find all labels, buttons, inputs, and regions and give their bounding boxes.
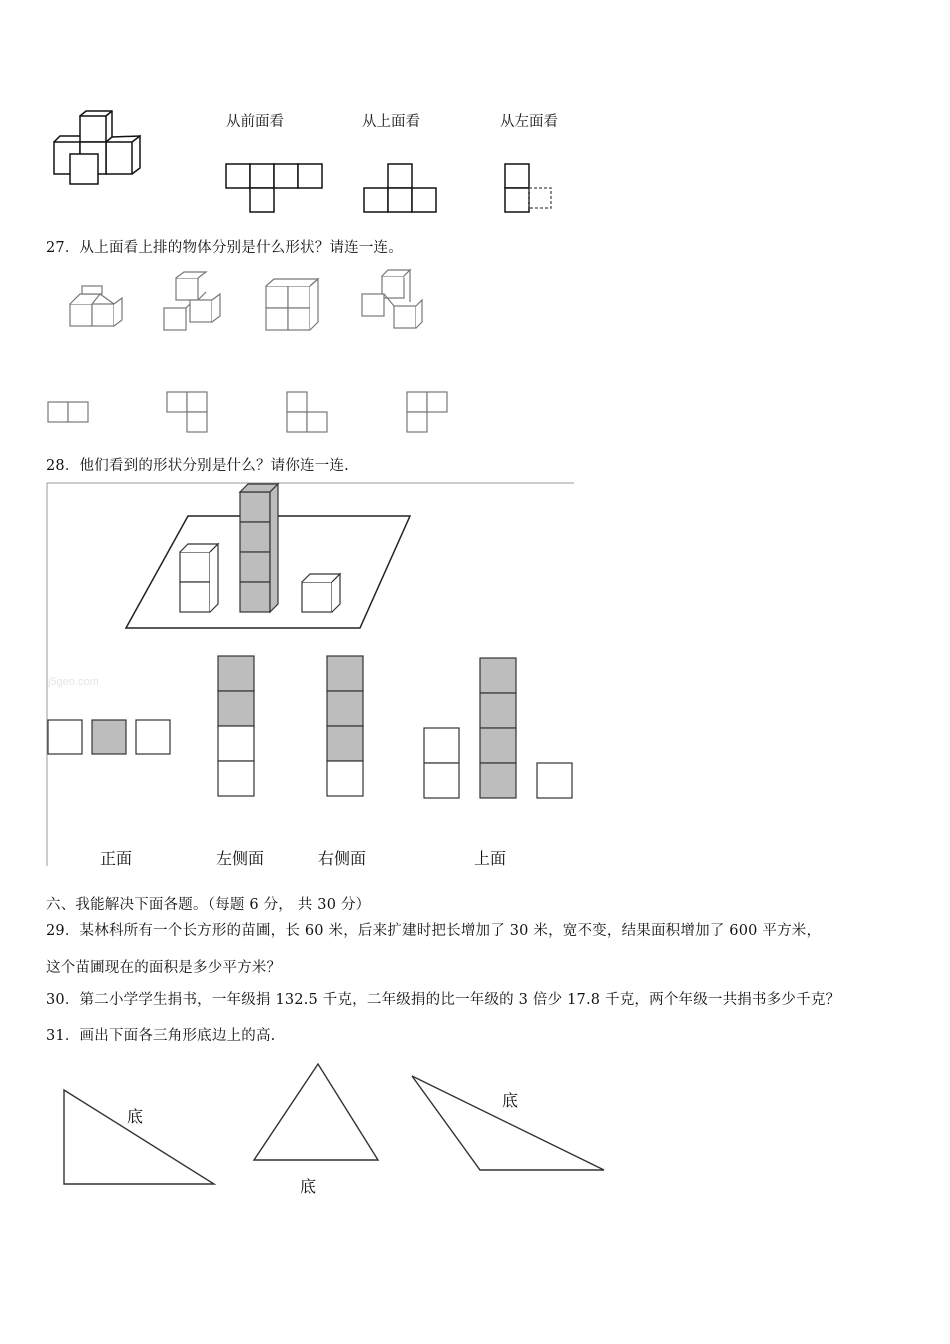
section6-title: 六、我能解决下面各题。（每题 6 分， 共 30 分） bbox=[46, 897, 371, 913]
q28-scene bbox=[120, 482, 420, 632]
triangle-1-base-label: 底 bbox=[127, 1107, 144, 1126]
q28-label-right: 右侧面 bbox=[318, 849, 367, 868]
view-left-shape bbox=[503, 162, 555, 214]
q28-view-top bbox=[422, 656, 578, 802]
q31-text: 31．画出下面各三角形底边上的高. bbox=[46, 1028, 276, 1044]
watermark: j5geo.com bbox=[48, 676, 99, 688]
q28-label-front: 正面 bbox=[100, 849, 133, 868]
q29-line1: 29．某林科所有一个长方形的苗圃，长 60 米，后来扩建时把长增加了 30 米，宽不变，结果面积增加了 600 平方米， bbox=[46, 923, 822, 939]
view-front-label: 从前面看 bbox=[226, 114, 284, 130]
triangle-2-base-label: 底 bbox=[300, 1177, 317, 1196]
q27-shape-3 bbox=[285, 390, 331, 436]
q27-shape-1 bbox=[46, 400, 92, 426]
view-left-label: 从左面看 bbox=[500, 114, 558, 130]
cube-figure bbox=[48, 108, 168, 188]
q28-view-left bbox=[216, 654, 258, 800]
view-top-label: 从上面看 bbox=[362, 114, 420, 130]
q28-label-top: 上面 bbox=[474, 849, 507, 868]
q28-text: 28．他们看到的形状分别是什么？请你连一连. bbox=[46, 458, 349, 474]
view-front-shape bbox=[224, 162, 324, 214]
q27-shape-4 bbox=[405, 390, 451, 436]
q27-text: 27．从上面看上排的物体分别是什么形状？请连一连。 bbox=[46, 240, 403, 256]
q30-text: 30．第二小学学生捐书，一年级捐 132.5 千克，二年级捐的比一年级的 3 倍少 17.8 千克，两个年级一共捐书多少千克？ bbox=[46, 992, 841, 1008]
q27-object-1 bbox=[66, 288, 126, 332]
q28-label-left: 左侧面 bbox=[216, 849, 265, 868]
q29-line2: 这个苗圃现在的面积是多少平方米？ bbox=[46, 960, 282, 976]
q27-object-4 bbox=[356, 266, 426, 334]
q27-shape-2 bbox=[165, 390, 211, 436]
q28-view-front bbox=[46, 718, 176, 758]
triangle-2 bbox=[252, 1062, 382, 1166]
triangle-1 bbox=[60, 1086, 220, 1190]
q28-view-right bbox=[325, 654, 367, 800]
triangle-3-base-label: 底 bbox=[502, 1091, 519, 1110]
view-top-shape bbox=[362, 162, 442, 214]
q27-object-3 bbox=[262, 276, 324, 334]
q27-object-2 bbox=[160, 272, 226, 336]
